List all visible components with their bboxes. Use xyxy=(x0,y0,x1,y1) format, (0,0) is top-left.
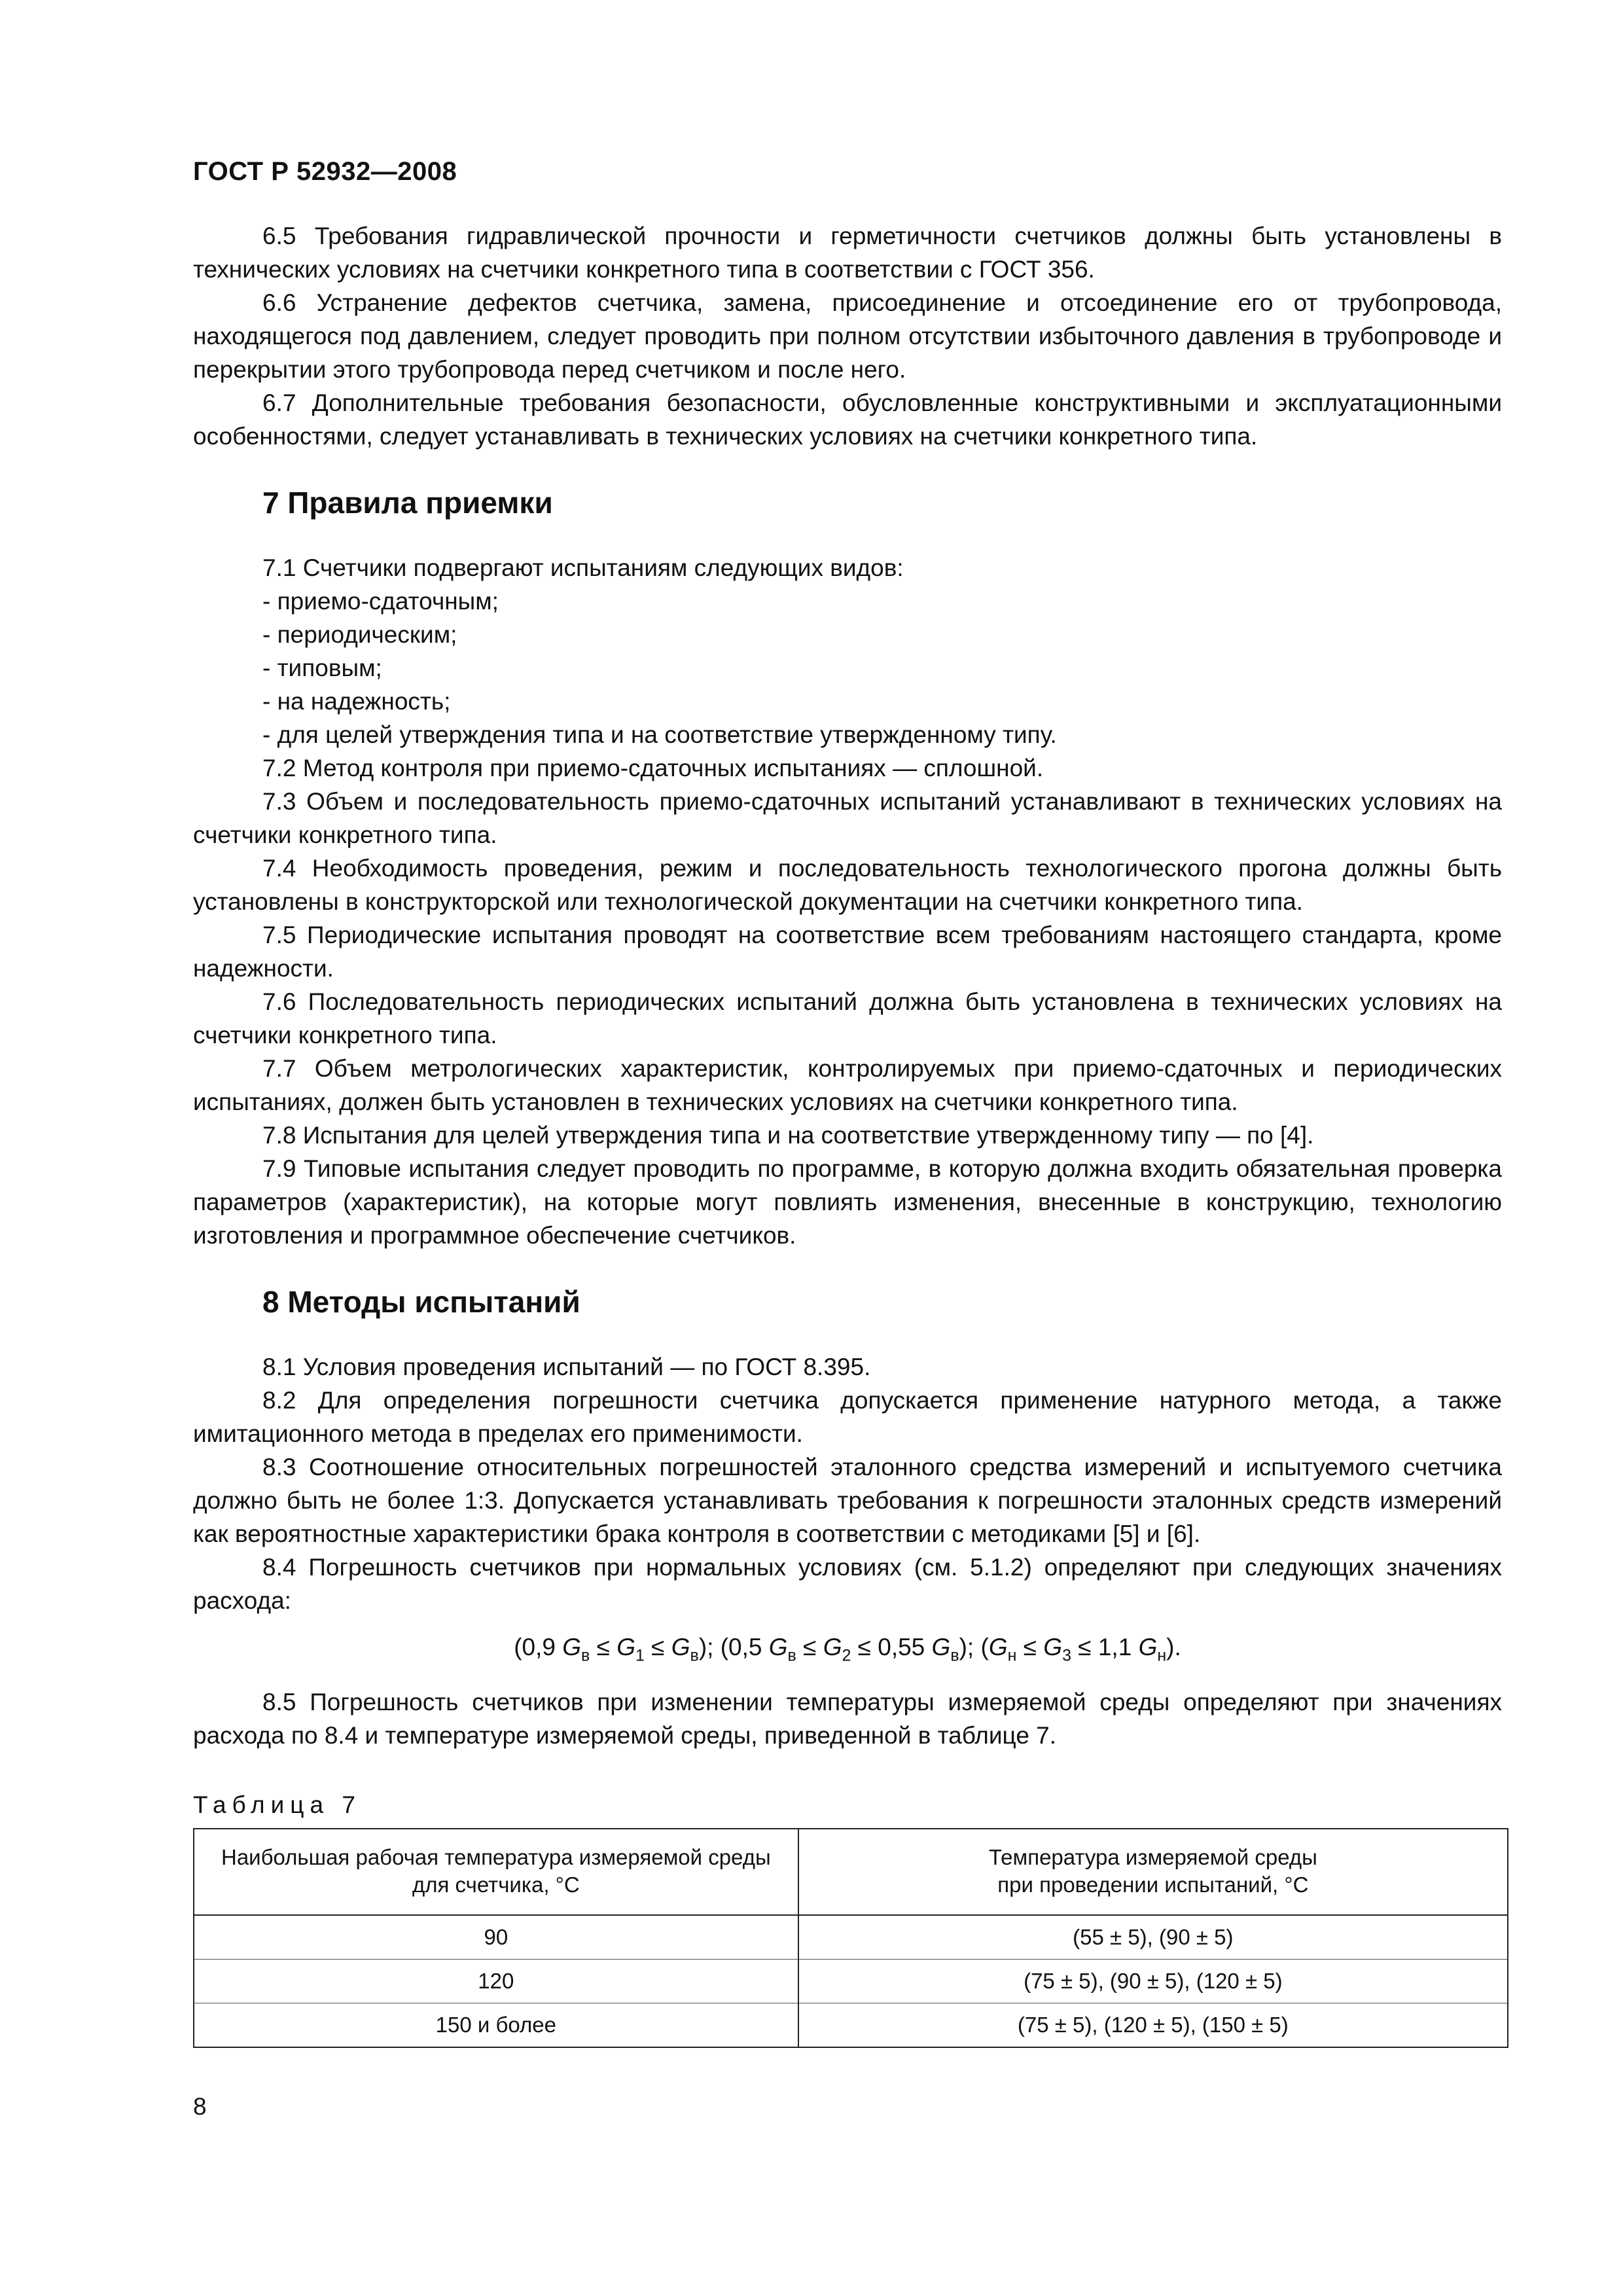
paragraph-7-9: 7.9 Типовые испытания следует проводить по программе, в которую должна входить обязательная проверка параметров (характеристик), на которые могут повлиять изменения, внесенные в конструкцию, технологию изготовления и программное обеспечение счетчиков. xyxy=(193,1155,1502,1249)
paragraph-6-7: 6.7 Дополнительные требования безопасности, обусловленные конструктивными и эксплуатационными особенностями, следует устанавливать в технических условиях на счетчики конкретного типа. xyxy=(193,389,1502,450)
document-code: ГОСТ Р 52932—2008 xyxy=(193,157,457,186)
table-cell: (55 ± 5), (90 ± 5) xyxy=(798,1915,1508,1960)
table-cell: (75 ± 5), (120 ± 5), (150 ± 5) xyxy=(798,2003,1508,2048)
table-row xyxy=(194,1960,1508,2003)
paragraph-7-1: 7.1 Счетчики подвергают испытаниям следующих видов: xyxy=(262,554,904,581)
paragraph-7-5: 7.5 Периодические испытания проводят на соответствие всем требованиям настоящего стандарта, кроме надежности. xyxy=(193,922,1502,982)
table-header-row xyxy=(194,1829,1508,1915)
table-cell: 150 и более xyxy=(194,2003,798,2048)
paragraph-6-6: 6.6 Устранение дефектов счетчика, замена, присоединение и отсоединение его от трубопровода, находящегося под давлением, следует проводить при полном отсутствии избыточного давления в трубопроводе и перекрытии этого трубопровода перед счетчиком и после него. xyxy=(193,289,1502,383)
document-page xyxy=(193,157,1502,2048)
table-cell: 120 xyxy=(194,1960,798,2003)
paragraph-8-5: 8.5 Погрешность счетчиков при изменении температуры измеряемой среды определяют при значениях расхода по 8.4 и температуре измеряемой среды, приведенной в таблице 7. xyxy=(193,1689,1502,1749)
paragraph-8-3: 8.3 Соотношение относительных погрешностей эталонного средства измерений и испытуемого счетчика должно быть не более 1:3. Допускается устанавливать требования к погрешности эталонных средств измерений как вероятностные характеристики брака контроля в соответствии с методиками [5] и [6]. xyxy=(193,1454,1502,1547)
list-item: - на надежность; xyxy=(262,688,451,715)
table-7 xyxy=(193,1828,1508,2048)
header-line: при проведении испытаний, °С xyxy=(997,1873,1309,1897)
paragraph-7-3: 7.3 Объем и последовательность приемо-сдаточных испытаний устанавливают в технических условиях на счетчики конкретного типа. xyxy=(193,788,1502,848)
section-8-heading: 8 Методы испытаний xyxy=(262,1285,580,1319)
list-item: - приемо-сдаточным; xyxy=(262,588,499,615)
paragraph-7-8: 7.8 Испытания для целей утверждения типа и на соответствие утвержденному типу — по [4]. xyxy=(262,1122,1314,1149)
paragraph-8-1: 8.1 Условия проведения испытаний — по ГОСТ 8.395. xyxy=(262,1354,871,1380)
table-cell: (75 ± 5), (90 ± 5), (120 ± 5) xyxy=(798,1960,1508,2003)
paragraph-7-4: 7.4 Необходимость проведения, режим и последовательность технологического прогона должны быть установлены в конструкторской или технологической документации на счетчики конкретного типа. xyxy=(193,855,1502,915)
paragraph-6-5: 6.5 Требования гидравлической прочности и герметичности счетчиков должны быть установлены в технических условиях на счетчики конкретного типа в соответствии с ГОСТ 356. xyxy=(193,223,1502,283)
paragraph-7-6: 7.6 Последовательность периодических испытаний должна быть установлена в технических условиях на счетчики конкретного типа. xyxy=(193,988,1502,1049)
table-header-cell xyxy=(798,1829,1508,1915)
table-row xyxy=(194,2003,1508,2048)
table-cell: 90 xyxy=(194,1915,798,1960)
table-row xyxy=(194,1915,1508,1960)
section-7-heading: 7 Правила приемки xyxy=(262,486,553,520)
paragraph-7-7: 7.7 Объем метрологических характеристик, контролируемых при приемо-сдаточных и периодических испытаниях, должен быть установлен в технических условиях на счетчики конкретного типа. xyxy=(193,1055,1502,1115)
page-number: 8 xyxy=(193,2093,207,2120)
list-item: - для целей утверждения типа и на соответствие утвержденному типу. xyxy=(262,721,1057,748)
paragraph-7-2: 7.2 Метод контроля при приемо-сдаточных испытаниях — сплошной. xyxy=(262,755,1044,781)
list-item: - периодическим; xyxy=(262,621,457,648)
table-caption: Таблица 7 xyxy=(193,1791,361,1819)
paragraph-8-4: 8.4 Погрешность счетчиков при нормальных условиях (см. 5.1.2) определяют при следующих значениях расхода: xyxy=(193,1554,1502,1614)
paragraph-8-2: 8.2 Для определения погрешности счетчика допускается применение натурного метода, а также имитационного метода в пределах его применимости. xyxy=(193,1387,1502,1447)
header-line: Температура измеряемой среды xyxy=(988,1845,1317,1870)
flow-rate-formula: (0,9 $G_в \le G_1 \le G_в$); (0,5 $G_в \le G_2 \le 0,55$ $G_в$); ($G_н \le G_3 \le 1,1$ $G_н$). xyxy=(514,1634,1181,1665)
header-line: для счетчика, °С xyxy=(412,1873,580,1897)
header-line: Наибольшая рабочая температура измеряемой среды xyxy=(221,1845,771,1870)
list-item: - типовым; xyxy=(262,655,382,681)
table-header-cell xyxy=(194,1829,798,1915)
